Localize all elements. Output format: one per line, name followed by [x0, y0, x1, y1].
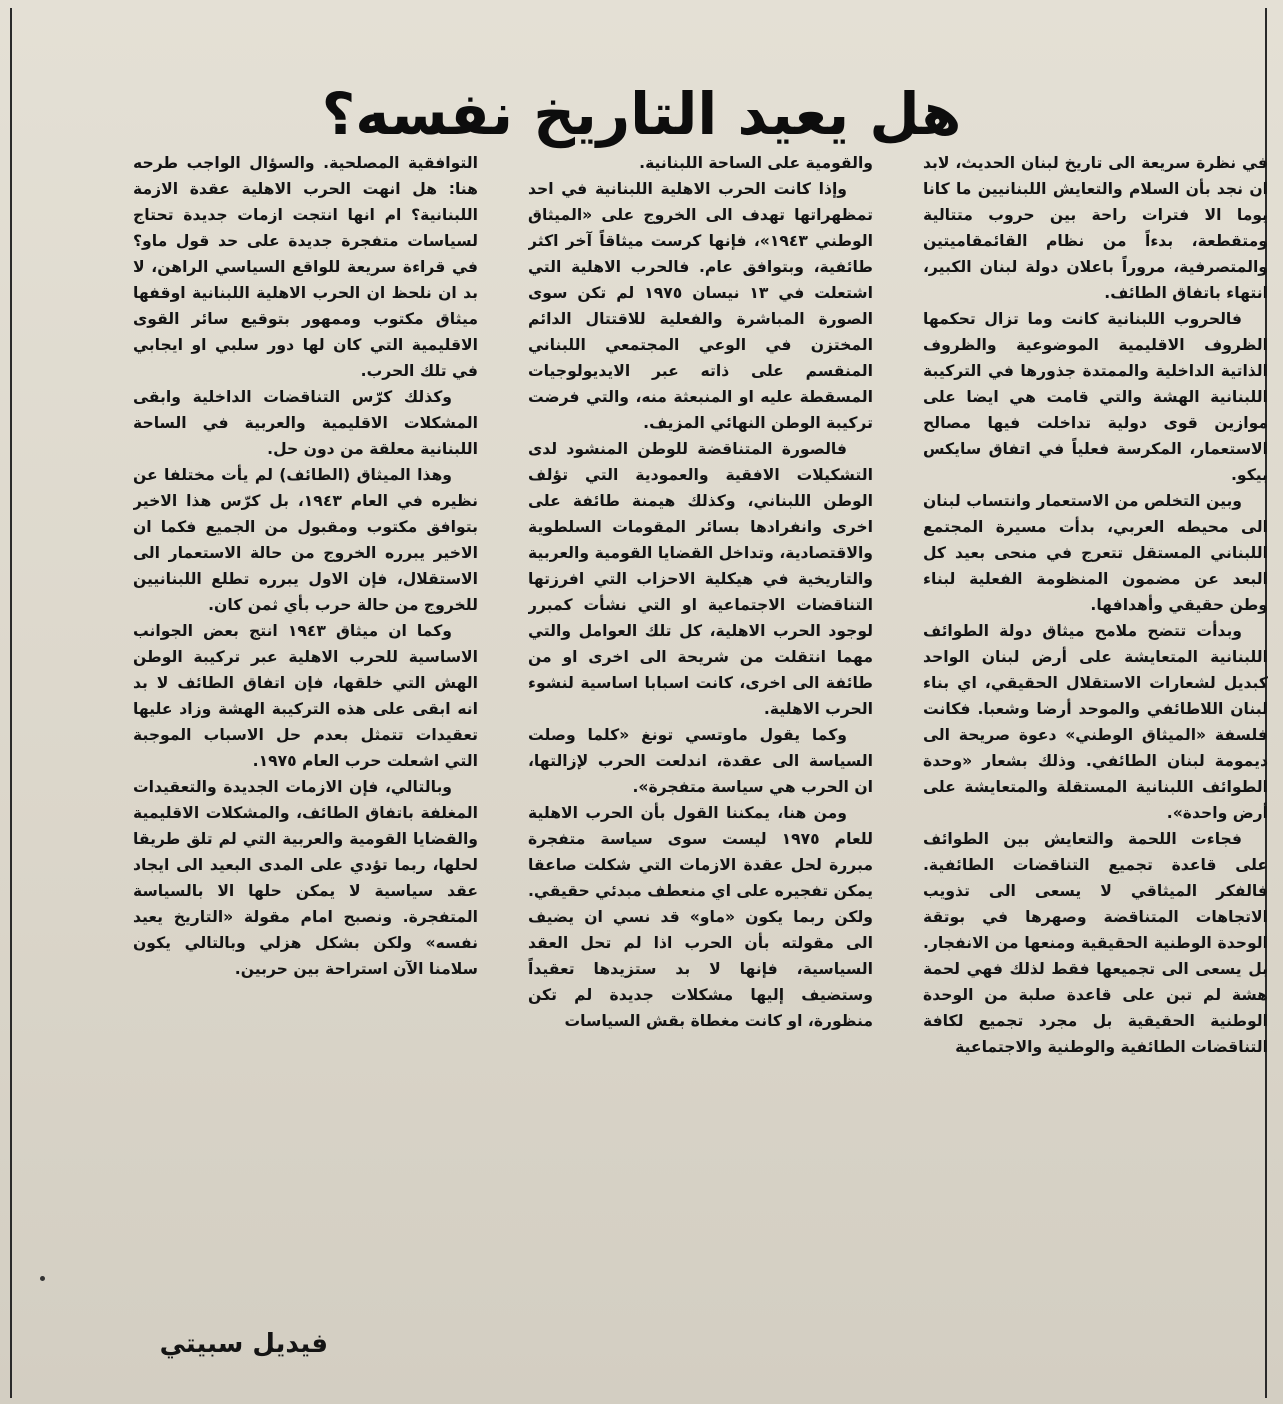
paragraph: وبين التخلص من الاستعمار وانتساب لبنان الى محيطه العربي، بدأت مسيرة المجتمع اللبناني المستقل تتعرج في منحى بعيد كل البعد عن مضمون المنظومة الفعلية لبناء وطن حقيقي وأهدافها. [923, 492, 1268, 614]
column-right [923, 150, 1268, 1390]
paragraph: فالصورة المتناقضة للوطن المنشود لدى التشكيلات الافقية والعمودية التي تؤلف الوطن اللبناني، وكذلك هيمنة طائفة على اخرى وانفرادها بسائر المقومات السلطوية والاقتصادية، وتداخل القضايا القومية والعربية والتاريخية في هيكلية الاحزاب التي افرزتها التناقضات الاجتماعية او التي نشأت كمبرر لوجود الحرب الاهلية، كل تلك العوامل والتي مهما انتقلت من شريحة الى اخرى او من طائفة الى اخرى، كانت اسبابا اساسية لنشوء الحرب الاهلية. [528, 440, 873, 718]
paragraph: وهذا الميثاق (الطائف) لم يأت مختلفا عن نظيره في العام ١٩٤٣، بل كرّس هذا الاخير بتوافق مكتوب ومقبول من الجميع فكما ان الاخير يبرره الخروج من حالة الاستعمار الى الاستقلال، فإن الاول يبرره تطلع اللبنانيين للخروج من حالة حرب بأي ثمن كان. [133, 466, 478, 614]
paragraph: وكما يقول ماوتسي تونغ «كلما وصلت السياسة الى عقدة، اندلعت الحرب لإزالتها، ان الحرب هي سياسة متفجرة». [528, 726, 873, 796]
ink-dot [40, 1276, 45, 1281]
paragraph: في نظرة سريعة الى تاريخ لبنان الحديث، لابد ان نجد بأن السلام والتعايش اللبنانيين ما كانا يوما الا فترات راحة بين حروب متتالية ومتقطعة، بدءاً من نظام القائمقاميتين والمتصرفية، مروراً باعلان دولة لبنان الكبير، انتهاء باتفاق الطائف. [923, 154, 1268, 302]
paragraph: وبالتالي، فإن الازمات الجديدة والتعقيدات المغلفة باتفاق الطائف، والمشكلات الاقليمية والقضايا القومية والعربية التي لم تلق طريقا لحلها، ربما تؤدي على المدى البعيد الى ايجاد عقد سياسية لا يمكن حلها الا بالسياسة المتفجرة. ونصبح امام مقولة «التاريخ يعيد نفسه» ولكن بشكل هزلي وبالتالي يكون سلامنا الآن استراحة بين حربين. [133, 778, 478, 978]
paragraph: وكذلك كرّس التناقضات الداخلية وابقى المشكلات الاقليمية والعربية في الساحة اللبنانية معلقة من دون حل. [133, 388, 478, 458]
paragraph: وإذا كانت الحرب الاهلية اللبنانية في احد تمظهراتها تهدف الى الخروج على «الميثاق الوطني ١٩٤٣»، فإنها كرست ميثاقاً آخر اكثر طائفية، وبتوافق عام. فالحرب الاهلية التي اشتعلت في ١٣ نيسان ١٩٧٥ لم تكن سوى الصورة المباشرة والفعلية للاقتتال الدائم المختزن في الوعي المجتمعي اللبناني المنقسم على ذاته عبر الايديولوجيات المسقطة عليه او المنبعثة منه، والتي فرضت تركيبة الوطن النهائي المزيف. [528, 180, 873, 432]
paragraph: وبدأت تتضح ملامح ميثاق دولة الطوائف اللبنانية المتعايشة على أرض لبنان الواحد كبديل لشعارات الاستقلال الحقيقي، اي بناء لبنان اللاطائفي والموحد أرضا وشعبا. فكانت فلسفة «الميثاق الوطني» دعوة صريحة الى ديمومة لبنان الطائفي. وذلك بشعار «وحدة الطوائف اللبنانية المستقلة والمتعايشة على أرض واحدة». [923, 622, 1268, 822]
paragraph: التوافقية المصلحية. والسؤال الواجب طرحه هنا: هل انهت الحرب الاهلية عقدة الازمة اللبنانية؟ ام انها انتجت ازمات جديدة تحتاج لسياسات متفجرة جديدة على حد قول ماو؟ في قراءة سريعة للواقع السياسي الراهن، لا بد ان نلحظ ان الحرب الاهلية اللبنانية اوقفها ميثاق مكتوب وممهور بتوقيع سائر القوى الاقليمية التي كان لها دور سلبي او ايجابي في تلك الحرب. [133, 154, 478, 380]
paragraph: فالحروب اللبنانية كانت وما تزال تحكمها الظروف الاقليمية الموضوعية والظروف الذاتية الداخلية والممتدة جذورها في التركيبة اللبنانية الهشة والتي قامت هي ايضا على موازين قوى دولية تداخلت فيها مصالح الاستعمار، المكرسة فعلياً في اتفاق سايكس بيكو. [923, 310, 1268, 484]
paragraph: ومن هنا، يمكننا القول بأن الحرب الاهلية للعام ١٩٧٥ ليست سوى سياسة متفجرة مبررة لحل عقدة الازمات التي شكلت صاعقا يمكن تفجيره على اي منعطف مبدئي حقيقي. ولكن ربما يكون «ماو» قد نسي ان يضيف الى مقولته بأن الحرب اذا لم تحل العقد السياسية، فإنها لا بد ستزيدها تعقيداً وستضيف إليها مشكلات جديدة لم تكن منظورة، او كانت مغطاة بقش السياسات [528, 804, 873, 1030]
article-title: هل يعيد التاريخ نفسه؟ [321, 79, 962, 148]
paragraph: والقومية على الساحة اللبنانية. [639, 154, 873, 172]
paragraph: وكما ان ميثاق ١٩٤٣ انتج بعض الجوانب الاساسية للحرب الاهلية عبر تركيبة الوطن الهش التي خلقها، فإن اتفاق الطائف لا بد انه ابقى على هذه التركيبة الهشة وزاد عليها تعقيدات تتمثل بعدم حل الاسباب الموجبة التي اشعلت حرب العام ١٩٧٥. [133, 622, 478, 770]
paragraph: فجاءت اللحمة والتعايش بين الطوائف على قاعدة تجميع التناقضات الطائفية. فالفكر الميثاقي لا يسعى الى تذويب الاتجاهات المتناقضة وصهرها في بوتقة الوحدة الوطنية الحقيقية ومنعها من الانفجار. بل يسعى الى تجميعها فقط لذلك فهي لحمة هشة لم تبن على قاعدة صلبة من الوحدة الوطنية الحقيقية بل مجرد تجميع لكافة التناقضات الطائفية والوطنية والاجتماعية [923, 830, 1268, 1056]
column-middle [528, 150, 873, 1390]
column-left [133, 150, 478, 1390]
article-body [118, 150, 1268, 1390]
author-signature: فيديل سبيتي [159, 1329, 328, 1359]
